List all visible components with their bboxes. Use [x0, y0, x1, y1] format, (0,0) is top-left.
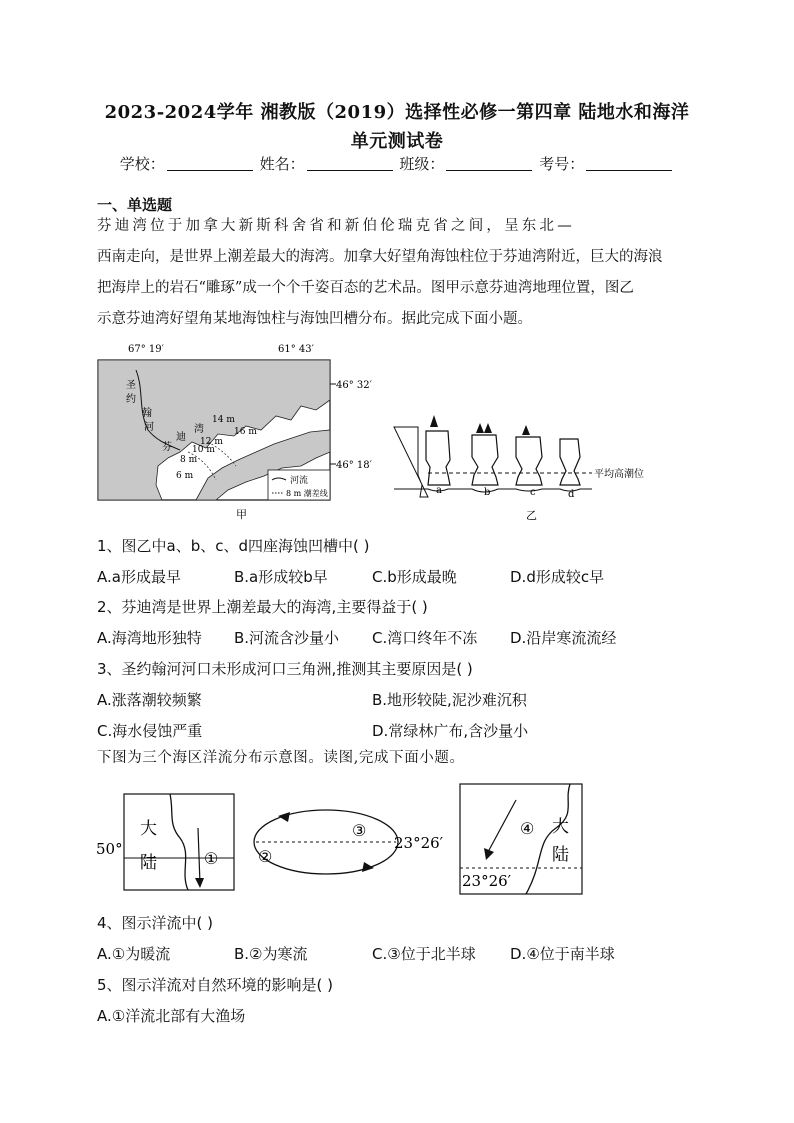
current-4-label: ④: [520, 819, 535, 838]
q2-option-b[interactable]: B.河流含沙量小: [234, 629, 340, 647]
q3-option-c[interactable]: C.海水侵蚀严重: [97, 722, 203, 740]
label-b: b: [484, 487, 491, 498]
question-4-stem: 4、图示洋流中( ): [97, 914, 214, 932]
q1-option-c[interactable]: C.b形成最晚: [372, 568, 457, 586]
q4-option-a[interactable]: A.①为暖流: [97, 945, 171, 963]
name-blank[interactable]: [307, 156, 393, 171]
q2-option-c[interactable]: C.湾口终年不冻: [372, 629, 478, 647]
sea-stack-b: [472, 435, 498, 485]
question-5-stem: 5、图示洋流对自然环境的影响是( ): [97, 976, 334, 994]
legend-tide: 8 m 潮差线: [286, 489, 328, 498]
question-2-stem: 2、芬迪湾是世界上潮差最大的海湾,主要得益于( ): [97, 598, 428, 616]
passage-line-2: 西南走向，是世界上潮差最大的海湾。加拿大好望角海蚀柱位于芬迪湾附近，巨大的海浪: [97, 249, 663, 265]
current-1-label: ①: [204, 849, 219, 868]
lat-50-label: 50°: [96, 840, 123, 858]
tide-label-12: 12 m: [200, 437, 223, 447]
bay-char-3: 湾: [194, 424, 204, 435]
q3-option-d[interactable]: D.常绿林广布,含沙量小: [372, 722, 529, 740]
tide-label-14: 14 m: [212, 415, 235, 425]
q3-option-a[interactable]: A.涨落潮较频繁: [97, 691, 202, 709]
label-c: c: [530, 487, 536, 498]
q1-option-d[interactable]: D.d形成较c早: [510, 568, 605, 586]
exam-number-label: 考号：: [539, 155, 585, 173]
label-d: d: [568, 489, 575, 500]
school-label: 学校：: [119, 155, 165, 173]
lat-23-a-label: 23°26′: [394, 834, 444, 852]
current-2-label: ②: [258, 847, 273, 866]
land-3-lu: 陆: [552, 845, 569, 865]
land-1-lu: 陆: [140, 853, 157, 873]
lon-left-label: 67° 19′: [128, 344, 164, 355]
lat-23-b-label: 23°26′: [462, 872, 512, 890]
class-label: 班级：: [399, 155, 445, 173]
river-char-1: 圣: [126, 380, 136, 391]
q2-option-a[interactable]: A.海湾地形独特: [97, 629, 202, 647]
tide-label-6: 6 m: [176, 471, 194, 481]
river-char-4: 河: [144, 422, 154, 433]
profile-figure-yi: [388, 405, 688, 523]
sea-stack-d: [560, 439, 580, 485]
page-title: 2023-2024学年 湘教版（2019）选择性必修一第四章 陆地水和海洋: [104, 102, 690, 123]
passage-line-1: 芬迪湾位于加拿大新斯科舍省和新伯伦瑞克省之间，呈东北—: [97, 218, 575, 234]
q3-option-b[interactable]: B.地形较陡,泥沙难沉积: [372, 691, 527, 709]
ocean-current-figure: [96, 782, 596, 898]
passage-line-4: 示意芬迪湾好望角某地海蚀柱与海蚀凹槽分布。据此完成下面小题。: [97, 311, 532, 327]
section-heading: 一、单选题: [97, 196, 173, 214]
question-3-stem: 3、圣约翰河河口未形成河口三角洲,推测其主要原因是( ): [97, 660, 473, 678]
lon-right-label: 61° 43′: [278, 344, 314, 355]
page-subtitle: 单元测试卷: [350, 131, 444, 152]
legend-river: 河流: [290, 476, 309, 486]
river-char-2: 约: [126, 394, 136, 405]
name-label: 姓名：: [259, 155, 305, 173]
mean-tide-label: 平均高潮位: [594, 469, 644, 480]
label-a: a: [436, 485, 442, 496]
student-info-row: [0, 153, 794, 174]
caption-jia: 甲: [236, 508, 247, 520]
tide-label-10: 10 m: [192, 445, 215, 455]
tide-label-8: 8 m: [180, 455, 198, 465]
q4-option-c[interactable]: C.③位于北半球: [372, 945, 476, 963]
q1-option-b[interactable]: B.a形成较b早: [234, 568, 328, 586]
class-blank[interactable]: [446, 156, 532, 171]
lat-top-label: 46° 32′: [336, 380, 372, 391]
river-char-3: 翰: [142, 408, 152, 419]
q4-option-d[interactable]: D.④位于南半球: [510, 945, 615, 963]
tide-label-16: 16 m: [234, 427, 257, 437]
q4-option-b[interactable]: B.②为寒流: [234, 945, 308, 963]
passage-2: 下图为三个海区洋流分布示意图。读图,完成下面小题。: [97, 750, 465, 766]
sea-stack-a: [426, 431, 450, 485]
question-1-stem: 1、图乙中a、b、c、d四座海蚀凹槽中( ): [97, 537, 370, 555]
caption-yi: 乙: [526, 509, 537, 522]
exam-number-blank[interactable]: [586, 156, 672, 171]
current-3-label: ③: [352, 821, 367, 840]
bay-char-1: 芬: [162, 442, 172, 453]
land-3-da: 大: [552, 817, 569, 837]
map-figure-jia: [96, 340, 386, 520]
q2-option-d[interactable]: D.沿岸寒流流经: [510, 629, 617, 647]
panel-1-frame: [124, 794, 234, 890]
q1-option-a[interactable]: A.a形成最早: [97, 568, 181, 586]
q5-option-a[interactable]: A.①洋流北部有大渔场: [97, 1007, 246, 1025]
bay-char-2: 迪: [176, 432, 186, 443]
passage-line-3: 把海岸上的岩石“雕琢”成一个个千姿百态的艺术品。图甲示意芬迪湾地理位置，图乙: [97, 280, 634, 296]
land-1-da: 大: [140, 819, 157, 839]
sea-stack-c: [516, 437, 542, 485]
lat-bottom-label: 46° 18′: [336, 460, 372, 471]
school-blank[interactable]: [167, 156, 253, 171]
